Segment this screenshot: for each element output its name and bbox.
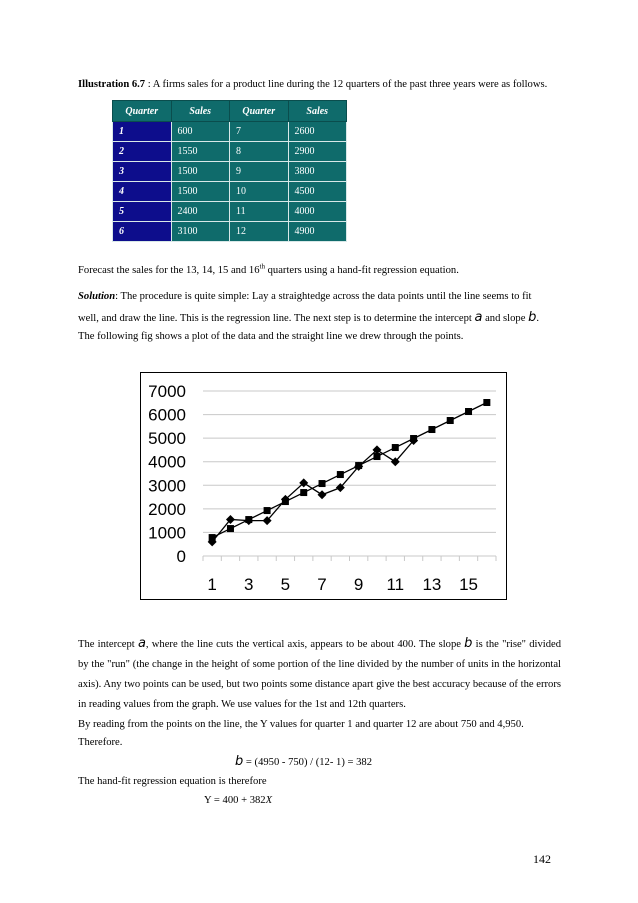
- table-row: [113, 222, 347, 242]
- table-cell: 3800: [288, 162, 347, 182]
- square-point: [282, 498, 289, 505]
- series-line-square: [212, 403, 487, 538]
- table-cell: 8: [230, 142, 289, 162]
- solution-text-2a: well, and draw the line. This is the regression line. The next step is to determine the intercept: [78, 313, 475, 324]
- table-row: [113, 122, 347, 142]
- forecast-question: [78, 264, 459, 278]
- table-cell: 4900: [288, 222, 347, 242]
- table-cell: 10: [230, 182, 289, 202]
- table-cell: 2: [113, 142, 172, 162]
- forecast-text-end: quarters using a hand-fit regression equation.: [264, 265, 459, 276]
- table-cell: 1500: [171, 162, 230, 182]
- symbol-a: a: [137, 636, 146, 651]
- solution-label: Solution: [78, 291, 116, 302]
- y-tick-label: 7000: [148, 382, 186, 401]
- y-tick-label: 6000: [148, 405, 186, 425]
- x-tick-label: 7: [317, 575, 327, 594]
- table-row: [113, 182, 347, 202]
- square-point: [264, 507, 271, 514]
- illustration-label: Illustration 6.7: [78, 79, 146, 90]
- slope-equation: [235, 754, 372, 769]
- chart-svg: [141, 373, 506, 599]
- table-cell: 11: [230, 202, 289, 222]
- square-point: [300, 489, 307, 496]
- regression-chart: [140, 372, 507, 600]
- regression-equation-text: Y = 400 + 382: [204, 795, 266, 806]
- table-cell: 4: [113, 182, 172, 202]
- solution-line-2: [78, 311, 539, 326]
- header-quarter-1: Quarter: [113, 101, 172, 122]
- intercept-paragraph: [78, 634, 561, 715]
- square-point: [337, 471, 344, 478]
- y-tick-label: 2000: [148, 499, 186, 519]
- symbol-a: a: [474, 310, 483, 325]
- table-cell: 2900: [288, 142, 347, 162]
- series-line-diamond: [212, 441, 413, 542]
- x-tick-label: 5: [280, 575, 291, 594]
- y-tick-label: 3000: [148, 476, 186, 496]
- header-sales-2: Sales: [288, 101, 347, 122]
- illustration-heading: [78, 78, 547, 92]
- square-point: [428, 426, 435, 433]
- solution-text-1: : The procedure is quite simple: Lay a straightedge across the data points until the line seems to fit: [115, 291, 532, 302]
- table-header-row: [113, 101, 347, 122]
- therefore-text: Therefore.: [78, 737, 123, 748]
- solution-line-3: [78, 330, 463, 344]
- page-number: 142: [533, 852, 551, 866]
- square-point: [245, 516, 252, 523]
- symbol-b: b: [235, 754, 244, 769]
- table-cell: 2400: [171, 202, 230, 222]
- x-tick-label: 9: [353, 575, 364, 594]
- y-tick-label: 0: [176, 547, 186, 566]
- square-point: [483, 399, 490, 406]
- table-cell: 5: [113, 202, 172, 222]
- header-sales-1: Sales: [171, 101, 230, 122]
- solution-text-2c: .: [536, 313, 539, 324]
- illustration-text: : A firms sales for a product line during the 12 quarters of the past three years were as follows.: [145, 79, 548, 90]
- table-cell: 12: [230, 222, 289, 242]
- forecast-superscript: th: [259, 262, 265, 271]
- x-tick-label: 15: [459, 575, 478, 594]
- table-row: [113, 142, 347, 162]
- square-point: [465, 408, 472, 415]
- table-cell: 4000: [288, 202, 347, 222]
- table-cell: 6: [113, 222, 172, 242]
- symbol-x: X: [265, 795, 273, 806]
- y-tick-label: 4000: [148, 452, 186, 472]
- symbol-b: b: [528, 310, 537, 325]
- square-point: [319, 480, 326, 487]
- square-point: [355, 462, 362, 469]
- para-text-1a: The intercept: [78, 639, 138, 650]
- table-cell: 9: [230, 162, 289, 182]
- table-cell: 1550: [171, 142, 230, 162]
- table-cell: 3: [113, 162, 172, 182]
- table-cell: 1: [113, 122, 172, 142]
- table-cell: 3100: [171, 222, 230, 242]
- diamond-point: [318, 490, 327, 499]
- para-text-1b: , where the line cuts the vertical axis, appears to be about 400. The slope: [145, 639, 465, 650]
- solution-text-2b: and slope: [482, 313, 529, 324]
- table-cell: 2600: [288, 122, 347, 142]
- square-point: [392, 444, 399, 451]
- forecast-text: Forecast the sales for the 13, 14, 15 and 16: [78, 265, 260, 276]
- solution-line-1: [78, 290, 532, 304]
- regression-intro: The hand-fit regression equation is therefore: [78, 776, 267, 787]
- slope-equation-text: = (4950 - 750) / (12- 1) = 382: [243, 757, 373, 768]
- x-tick-label: 11: [386, 575, 405, 594]
- table-cell: 1500: [171, 182, 230, 202]
- x-tick-label: 13: [422, 575, 442, 594]
- table-cell: 4500: [288, 182, 347, 202]
- x-tick-label: 3: [244, 575, 254, 594]
- table-row: [113, 202, 347, 222]
- x-tick-label: 1: [207, 575, 217, 594]
- table-row: [113, 162, 347, 182]
- square-point: [447, 417, 454, 424]
- solution-text-3: The following fig shows a plot of the data and the straight line we drew through the points.: [78, 331, 464, 342]
- regression-equation: [204, 795, 272, 806]
- sales-table: [112, 100, 347, 242]
- square-point: [227, 525, 234, 532]
- symbol-b: b: [464, 636, 473, 651]
- reading-paragraph: By reading from the points on the line, the Y values for quarter 1 and quarter 12 are about 750 and 4,950.: [78, 719, 524, 730]
- para-text-1c: is the "rise" divided by the "run" (the change in the height of some portion of the line divided by the number of units in the horizontal axis). Any two points can be used, but two points some distance apart give the best accuracy because of the errors in reading values from the graph. We use values for the 1st and 12th quarters.: [78, 639, 561, 710]
- square-point: [373, 453, 380, 460]
- y-tick-label: 1000: [148, 523, 186, 543]
- square-point: [410, 435, 417, 442]
- table-cell: 600: [171, 122, 230, 142]
- header-quarter-2: Quarter: [230, 101, 289, 122]
- table-cell: 7: [230, 122, 289, 142]
- square-point: [209, 534, 216, 541]
- y-tick-label: 5000: [148, 429, 186, 449]
